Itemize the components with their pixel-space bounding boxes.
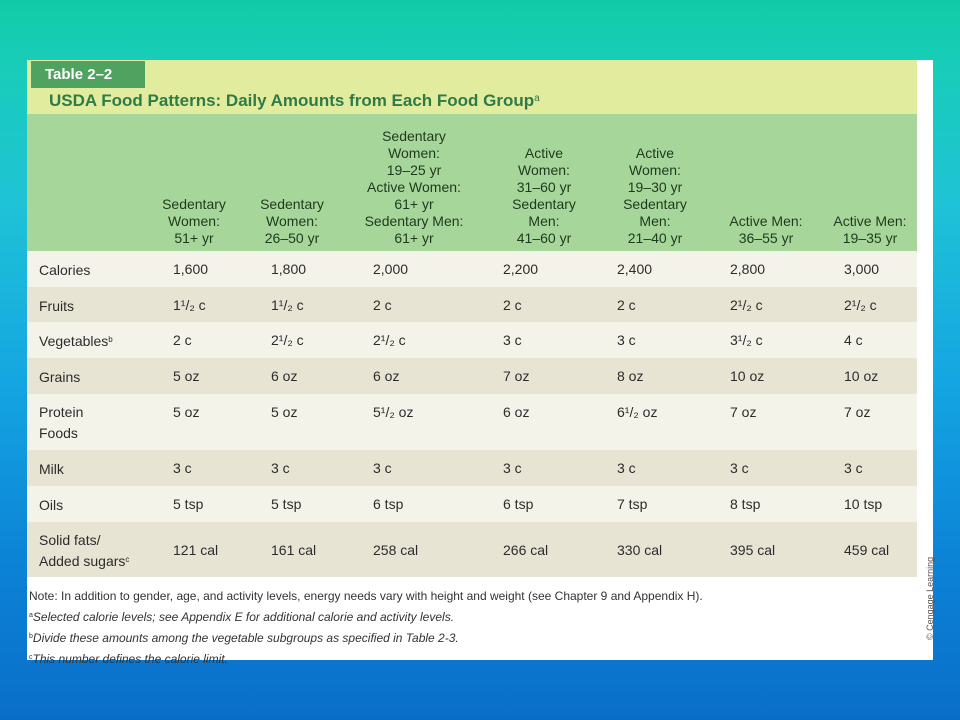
table-cell: 5 oz <box>271 404 298 420</box>
row-label-text: Oils <box>39 497 64 513</box>
row-label-text: Protein Foods <box>39 404 84 441</box>
table-cell: 3 c <box>373 460 392 476</box>
table-cell: 2 c <box>617 297 636 313</box>
table-cell: 2¹/₂ c <box>271 332 304 348</box>
table-cell: 2,000 <box>373 261 409 277</box>
table-row <box>27 251 917 287</box>
footnote <box>27 627 917 648</box>
table-row <box>27 522 917 577</box>
row-label-text: Solid fats/ Added sugars <box>39 532 126 569</box>
table-cell: 5 oz <box>173 404 200 420</box>
table-cell: 459 cal <box>844 542 890 558</box>
table-cell: 2,400 <box>617 261 653 277</box>
column-header-6 <box>709 114 823 247</box>
footnote-marker: b <box>29 633 33 640</box>
table-cell: 3 c <box>617 460 636 476</box>
table-cell: 121 cal <box>173 542 219 558</box>
credit-line <box>917 490 933 640</box>
table-cell: 5 tsp <box>271 496 302 512</box>
row-footnote-marker: b <box>108 335 113 344</box>
footnote-text: This number defines the calorie limit. <box>32 652 228 666</box>
table-cell: 258 cal <box>373 542 419 558</box>
credit-text: © Cengage Learning <box>925 556 935 640</box>
table-cell: 8 oz <box>617 368 644 384</box>
table-cell: 1¹/₂ c <box>271 297 304 313</box>
row-label <box>39 259 90 280</box>
slide <box>27 60 935 666</box>
footnote <box>27 585 917 606</box>
table-cell: 2 c <box>503 297 522 313</box>
row-label <box>39 330 113 351</box>
table-cell: 5 tsp <box>173 496 204 512</box>
table-cell: 5¹/₂ oz <box>373 404 414 420</box>
column-header-4 <box>487 114 601 247</box>
column-header-text: Sedentary Women: 19–25 yr Active Women: 61+ yr Sedentary Men: 61+ yr <box>364 128 464 246</box>
row-label-text: Vegetables <box>39 333 109 349</box>
row-label-text: Calories <box>39 262 91 278</box>
column-header-3 <box>341 114 487 247</box>
table-cell: 10 oz <box>730 368 765 384</box>
footnote-text: Divide these amounts among the vegetable subgroups as specified in Table 2-3. <box>32 631 459 645</box>
table-cell: 10 oz <box>844 368 879 384</box>
table-cell: 395 cal <box>730 542 776 558</box>
table-cell: 2¹/₂ c <box>373 332 406 348</box>
table-row <box>27 287 917 322</box>
table-cell: 3 c <box>271 460 290 476</box>
table-cell: 3,000 <box>844 261 880 277</box>
table-cell: 3 c <box>503 460 522 476</box>
table-cell: 3 c <box>173 460 192 476</box>
row-label-text: Grains <box>39 369 81 385</box>
column-header-2 <box>243 114 341 247</box>
table-cell: 161 cal <box>271 542 317 558</box>
column-header-text: Active Women: 19–30 yr Sedentary Men: 21–40 yr <box>623 145 687 246</box>
column-header-text: Active Men: 19–35 yr <box>833 213 907 246</box>
table-cell: 1,800 <box>271 261 307 277</box>
table-row <box>27 322 917 358</box>
column-header-5 <box>601 114 709 247</box>
column-header-text: Sedentary Women: 26–50 yr <box>260 196 324 246</box>
table-cell: 3 c <box>844 460 863 476</box>
table-cell: 5 oz <box>173 368 200 384</box>
table-cell: 3 c <box>503 332 522 348</box>
table-cell: 2¹/₂ c <box>844 297 877 313</box>
table-header-band <box>27 60 917 114</box>
table-row <box>27 358 917 394</box>
table-cell: 2 c <box>373 297 392 313</box>
column-header-1 <box>145 114 243 247</box>
table-title <box>49 91 540 111</box>
table-cell: 7 oz <box>844 404 871 420</box>
footnote <box>27 606 917 627</box>
row-label-text: Fruits <box>39 298 74 314</box>
column-header-text: Active Men: 36–55 yr <box>729 213 803 246</box>
table-number-label: Table 2–2 <box>31 61 145 88</box>
table-notes <box>27 585 917 669</box>
table-cell: 6 oz <box>271 368 298 384</box>
table-title-footnote-marker: a <box>534 93 540 104</box>
column-header-text: Active Women: 31–60 yr Sedentary Men: 41–60 yr <box>512 145 576 246</box>
table-cell: 3¹/₂ c <box>730 332 763 348</box>
table-row <box>27 486 917 522</box>
table-cell: 7 oz <box>730 404 757 420</box>
row-label <box>39 530 129 571</box>
row-label <box>39 402 83 443</box>
table-cell: 3 c <box>730 460 749 476</box>
footnote-marker: c <box>29 654 33 661</box>
table-cell: 2¹/₂ c <box>730 297 763 313</box>
footnote-text: Note: In addition to gender, age, and activity levels, energy needs vary with height and weight (see Chapter 9 and Appendix H). <box>29 589 703 603</box>
table-row <box>27 450 917 486</box>
row-label <box>39 366 80 387</box>
table-cell: 1,600 <box>173 261 209 277</box>
table-cell: 6 tsp <box>503 496 534 512</box>
table-title-text: USDA Food Patterns: Daily Amounts from Each Food Group <box>49 91 535 110</box>
table-cell: 2 c <box>173 332 192 348</box>
footnote-marker: a <box>29 612 33 619</box>
table-cell: 6¹/₂ oz <box>617 404 658 420</box>
row-label <box>39 494 63 515</box>
table-cell: 2,800 <box>730 261 766 277</box>
table-cell: 6 oz <box>373 368 400 384</box>
footnote-text: Selected calorie levels; see Appendix E for additional calorie and activity levels. <box>32 610 455 624</box>
table-cell: 6 tsp <box>373 496 404 512</box>
column-header-text: Sedentary Women: 51+ yr <box>162 196 226 246</box>
table-cell: 2,200 <box>503 261 539 277</box>
table-cell: 10 tsp <box>844 496 883 512</box>
table-cell: 3 c <box>617 332 636 348</box>
table-cell: 7 oz <box>503 368 530 384</box>
row-label <box>39 295 74 316</box>
table-cell: 1¹/₂ c <box>173 297 206 313</box>
table-cell: 266 cal <box>503 542 549 558</box>
table-cell: 330 cal <box>617 542 663 558</box>
table-cell: 4 c <box>844 332 863 348</box>
table-cell: 8 tsp <box>730 496 761 512</box>
column-header-7 <box>823 114 917 247</box>
footnote <box>27 648 917 669</box>
table-row <box>27 394 917 450</box>
row-label-text: Milk <box>39 461 64 477</box>
row-label <box>39 458 64 479</box>
table-cell: 6 oz <box>503 404 530 420</box>
table-cell: 7 tsp <box>617 496 648 512</box>
row-footnote-marker: c <box>125 555 130 564</box>
